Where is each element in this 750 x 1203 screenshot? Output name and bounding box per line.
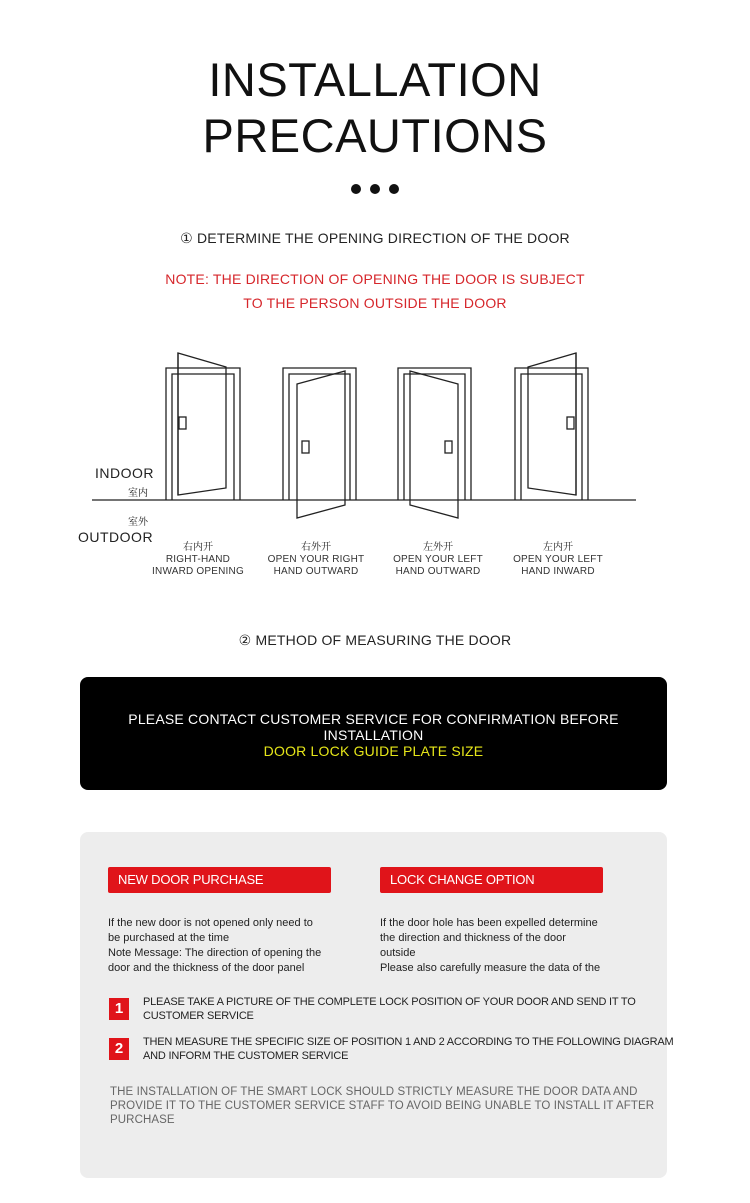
lock-change-line: If the door hole has been expelled determine [380, 917, 598, 929]
lock-change-description [380, 916, 620, 976]
new-door-line: be purchased at the time [108, 932, 230, 944]
step-2-line1: THEN MEASURE THE SPECIFIC SIZE OF POSITION 1 AND 2 ACCORDING TO THE FOLLOWING DIAGRAM [143, 1036, 674, 1048]
indoor-label: INDOOR [95, 465, 154, 481]
contact-notice-box [80, 677, 667, 790]
door-4-caption-line1: OPEN YOUR LEFT [513, 554, 603, 565]
dot [370, 184, 380, 194]
page-title-line2: PRECAUTIONS [202, 109, 548, 162]
door-1-drawing [166, 353, 240, 500]
lock-change-option-tag: LOCK CHANGE OPTION [380, 867, 603, 893]
step-1-line1: PLEASE TAKE A PICTURE OF THE COMPLETE LOCK POSITION OF YOUR DOOR AND SEND IT TO [143, 996, 636, 1008]
step-1-line2: CUSTOMER SERVICE [143, 1010, 254, 1022]
door-3-cn-caption: 左外开 [423, 542, 453, 553]
indoor-cn-label: 室内 [128, 488, 148, 499]
door-4-caption [488, 554, 628, 578]
step1-heading: ① DETERMINE THE OPENING DIRECTION OF THE DOOR [180, 230, 570, 246]
dot [351, 184, 361, 194]
new-door-line: Note Message: The direction of opening the [108, 947, 322, 959]
step1-note-line1: NOTE: THE DIRECTION OF OPENING THE DOOR IS SUBJECT [165, 271, 585, 287]
door-4-drawing [515, 353, 588, 500]
step1-note-line2: TO THE PERSON OUTSIDE THE DOOR [243, 295, 507, 311]
step-1-text [143, 995, 636, 1023]
lock-change-line: Please also carefully measure the data of the [380, 962, 601, 974]
footnote-line3: PURCHASE [110, 1114, 175, 1126]
page-title-line1: INSTALLATION [208, 53, 542, 106]
new-door-purchase-tag: NEW DOOR PURCHASE [108, 867, 331, 893]
purchase-options-panel [80, 832, 674, 1178]
door-3-caption-line2: HAND OUTWARD [395, 566, 481, 577]
step-number-1: 1 [109, 998, 129, 1020]
door-2-caption [246, 554, 386, 578]
door-4-cn-caption: 左内开 [543, 542, 573, 553]
lock-change-line: the direction and thickness of the door [380, 932, 566, 944]
door-2-drawing [283, 368, 356, 518]
installation-footnote [110, 1085, 654, 1127]
step-2-line2: AND INFORM THE CUSTOMER SERVICE [143, 1050, 349, 1062]
lock-change-line: outside [380, 947, 416, 959]
door-1-caption-line1: RIGHT-HAND [165, 554, 231, 565]
new-door-line: If the new door is not opened only need to [108, 917, 313, 929]
title-dots-divider [351, 184, 399, 196]
step-number-2: 2 [109, 1038, 129, 1060]
door-3-caption [368, 554, 508, 578]
door-3-drawing [398, 368, 471, 518]
door-1-cn-caption: 右内开 [183, 542, 213, 553]
step2-heading: ② METHOD OF MEASURING THE DOOR [238, 632, 512, 648]
door-2-cn-caption: 右外开 [301, 542, 331, 553]
dot [389, 184, 399, 194]
door-2-caption-line1: OPEN YOUR RIGHT [267, 554, 365, 565]
door-2-caption-line2: HAND OUTWARD [273, 566, 359, 577]
footnote-line1: THE INSTALLATION OF THE SMART LOCK SHOULD STRICTLY MEASURE THE DOOR DATA AND [110, 1086, 638, 1098]
new-door-line: door and the thickness of the door panel [108, 962, 305, 974]
door-1-caption-line2: INWARD OPENING [152, 566, 244, 577]
step-2-text [143, 1035, 673, 1063]
new-door-description [108, 916, 348, 976]
contact-notice-text: PLEASE CONTACT CUSTOMER SERVICE FOR CONFIRMATION BEFORE INSTALLATION [128, 711, 619, 743]
guide-plate-size-text: DOOR LOCK GUIDE PLATE SIZE [263, 743, 484, 759]
door-direction-diagram [0, 345, 750, 525]
door-3-caption-line1: OPEN YOUR LEFT [393, 554, 483, 565]
door-4-caption-line2: HAND INWARD [521, 566, 595, 577]
footnote-line2: PROVIDE IT TO THE CUSTOMER SERVICE STAFF TO AVOID BEING UNABLE TO INSTALL IT AFTER [110, 1100, 655, 1112]
outdoor-label: OUTDOOR [78, 529, 154, 545]
outdoor-cn-label: 室外 [128, 517, 148, 528]
